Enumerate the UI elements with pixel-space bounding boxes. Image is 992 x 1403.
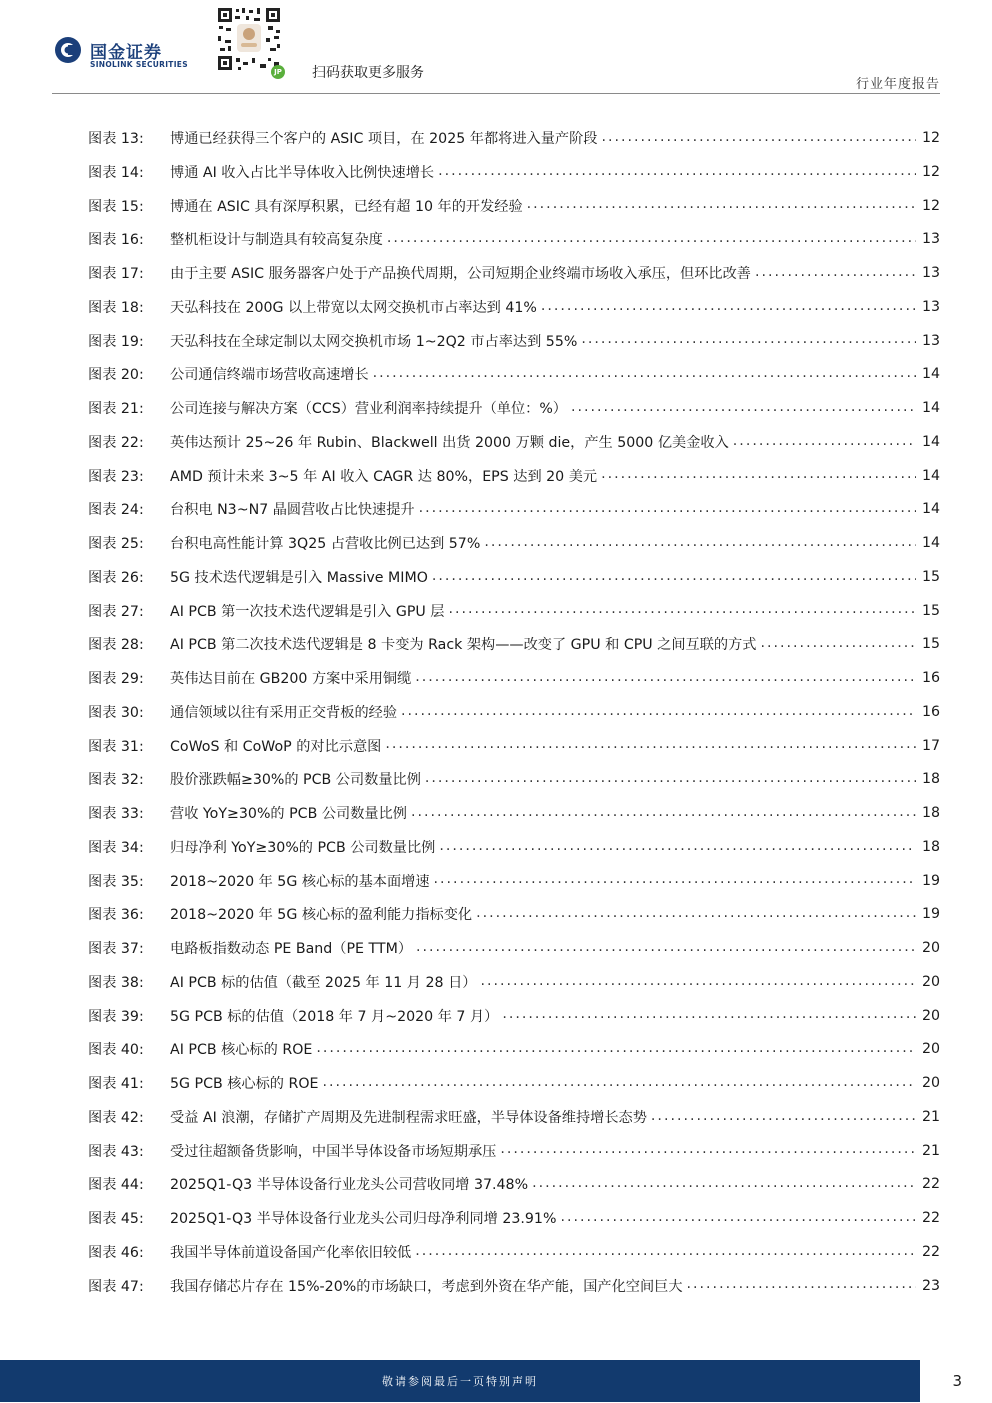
toc-figure-title: 台积电 N3~N7 晶圆营收占比快速提升 [170, 502, 415, 519]
toc-figure-label: 图表 40: [88, 1042, 144, 1059]
toc-entry[interactable] [88, 835, 940, 859]
toc-dot-leader [601, 468, 916, 482]
toc-dot-leader [316, 1042, 916, 1056]
page-number: 3 [952, 1372, 962, 1390]
toc-figure-title: 博通 AI 收入占比半导体收入比例快速增长 [170, 164, 435, 181]
toc-figure-label: 图表 18: [88, 299, 144, 316]
toc-figure-label: 图表 22: [88, 434, 144, 451]
toc-figure-label: 图表 38: [88, 974, 144, 991]
toc-figure-label: 图表 16: [88, 232, 144, 249]
toc-entry[interactable] [88, 869, 940, 893]
toc-figure-label: 图表 45: [88, 1211, 144, 1227]
toc-figure-title: 受过往超额备货影响，中国半导体设备市场短期承压 [170, 1143, 497, 1160]
toc-page-number: 20 [921, 1041, 940, 1058]
toc-figure-title: 通信领域以往有采用正交背板的经验 [170, 704, 398, 721]
toc-entry[interactable] [88, 227, 940, 251]
toc-figure-label: 图表 41: [88, 1076, 144, 1092]
footer-disclaimer: 敬请参阅最后一页特别声明 [382, 1375, 538, 1388]
toc-page-number: 20 [921, 1007, 940, 1024]
toc-page-number: 19 [921, 906, 940, 923]
toc-page-number: 19 [921, 872, 940, 889]
toc-dot-leader [761, 637, 917, 651]
toc-entry[interactable] [88, 531, 940, 555]
toc-page-number: 18 [921, 805, 940, 821]
toc-entry[interactable] [88, 700, 940, 724]
toc-entry[interactable] [88, 599, 940, 623]
toc-page-number: 22 [921, 1210, 940, 1226]
toc-figure-title: AI PCB 第一次技术迭代逻辑是引入 GPU 层 [170, 603, 445, 620]
toc-entry[interactable] [88, 1105, 940, 1129]
toc-page-number: 14 [921, 400, 940, 416]
sinolink-logo-icon [54, 36, 82, 64]
toc-page-number: 14 [921, 366, 940, 383]
toc-dot-leader [651, 1110, 916, 1124]
toc-entry[interactable] [88, 565, 940, 589]
toc-figure-label: 图表 27: [88, 603, 144, 620]
toc-page-number: 18 [921, 838, 940, 855]
toc-page-number: 13 [921, 231, 940, 248]
toc-dot-leader [434, 873, 916, 887]
toc-page-number: 22 [921, 1176, 940, 1193]
toc-entry[interactable] [88, 396, 940, 420]
toc-entry[interactable] [88, 734, 940, 758]
toc-figure-title: CoWoS 和 CoWoP 的对比示意图 [170, 738, 382, 755]
toc-dot-leader [439, 840, 916, 854]
toc-page-number: 12 [921, 130, 940, 146]
page-header [0, 0, 992, 96]
toc-page-number: 15 [921, 636, 940, 653]
toc-figure-label: 图表 25: [88, 536, 144, 552]
toc-figure-title: 由于主要 ASIC 服务器客户处于产品换代周期，公司短期企业终端市场收入承压，但环比改善 [170, 266, 751, 282]
toc-page-number: 13 [921, 298, 940, 315]
toc-dot-leader [480, 975, 916, 989]
toc-entry[interactable] [88, 632, 940, 656]
toc-page-number: 18 [921, 771, 940, 788]
toc-dot-leader [601, 131, 916, 145]
toc-dot-leader [560, 1211, 916, 1225]
toc-entry[interactable] [88, 1206, 940, 1230]
toc-page-number: 14 [921, 535, 940, 551]
qr-badge: JP [271, 65, 285, 79]
toc-entry[interactable] [88, 1071, 940, 1095]
toc-dot-leader [733, 435, 916, 449]
toc-dot-leader [449, 603, 917, 617]
toc-figure-label: 图表 34: [88, 839, 144, 856]
toc-figure-label: 图表 21: [88, 401, 144, 417]
toc-figure-title: AI PCB 核心标的 ROE [170, 1042, 313, 1059]
toc-page-number: 21 [921, 1108, 940, 1125]
toc-page-number: 23 [921, 1277, 940, 1294]
toc-figure-label: 图表 43: [88, 1143, 144, 1160]
toc-figure-label: 图表 47: [88, 1278, 144, 1295]
toc-page-number: 22 [921, 1243, 940, 1260]
toc-figure-label: 图表 15: [88, 198, 144, 215]
toc-figure-label: 图表 42: [88, 1109, 144, 1126]
toc-entry[interactable] [88, 1172, 940, 1196]
toc-figure-label: 图表 20: [88, 367, 144, 384]
toc-entry[interactable] [88, 970, 940, 994]
toc-page-number: 17 [921, 737, 940, 754]
toc-entry[interactable] [88, 464, 940, 488]
toc-dot-leader [411, 806, 916, 820]
toc-page-number: 13 [921, 332, 940, 349]
toc-figure-title: 整机柜设计与制造具有较高复杂度 [170, 232, 383, 249]
toc-figure-label: 图表 19: [88, 333, 144, 350]
toc-figure-label: 图表 28: [88, 637, 144, 654]
toc-figure-label: 图表 36: [88, 907, 144, 924]
toc-page-number: 12 [921, 163, 940, 180]
toc-figure-label: 图表 37: [88, 941, 144, 957]
toc-entry[interactable] [88, 430, 940, 454]
toc-dot-leader [415, 1245, 916, 1259]
toc-figure-title: 天弘科技在 200G 以上带宽以太网交换机市占率达到 41% [170, 299, 537, 316]
toc-entry[interactable] [88, 902, 940, 926]
toc-page-number: 15 [921, 568, 940, 585]
toc-dot-leader [387, 232, 916, 246]
toc-entry[interactable] [88, 936, 940, 960]
header-divider [52, 93, 940, 94]
toc-figure-title: 英伟达预计 25~26 年 Rubin、Blackwell 出货 2000 万颗 die，产生 5000 亿美金收入 [170, 434, 729, 451]
toc-figure-title: 受益 AI 浪潮，存储扩产周期及先进制程需求旺盛，半导体设备维持增长态势 [170, 1109, 647, 1126]
toc-page-number: 15 [921, 602, 940, 619]
toc-entry[interactable] [88, 1240, 940, 1264]
toc-figure-label: 图表 44: [88, 1177, 144, 1194]
toc-dot-leader [416, 941, 916, 955]
toc-entry[interactable] [88, 666, 940, 690]
logo-english-name: SINOLINK SECURITIES [90, 60, 188, 69]
toc-dot-leader [373, 367, 916, 381]
toc-entry[interactable] [88, 1037, 940, 1061]
toc-figure-label: 图表 17: [88, 266, 144, 282]
toc-figure-label: 图表 24: [88, 502, 144, 519]
toc-figure-title: 博通在 ASIC 具有深厚积累，已经有超 10 年的开发经验 [170, 198, 523, 215]
toc-dot-leader [438, 165, 916, 179]
toc-figure-title: 台积电高性能计算 3Q25 占营收比例已达到 57% [170, 536, 481, 552]
toc-figure-title: 归母净利 YoY≥30%的 PCB 公司数量比例 [170, 839, 436, 856]
toc-dot-leader [541, 300, 916, 314]
toc-figure-title: 2018~2020 年 5G 核心标的盈利能力指标变化 [170, 907, 473, 924]
toc-entry[interactable] [88, 1274, 940, 1298]
toc-page-number: 16 [921, 703, 940, 720]
toc-dot-leader [425, 772, 916, 786]
toc-entry[interactable] [88, 295, 940, 319]
toc-dot-leader [500, 1143, 916, 1157]
toc-figure-label: 图表 23: [88, 468, 144, 485]
toc-dot-leader [755, 266, 916, 280]
qr-code-icon[interactable] [216, 6, 282, 72]
toc-entry[interactable] [88, 329, 940, 353]
toc-entry[interactable] [88, 1004, 940, 1028]
toc-page-number: 14 [921, 433, 940, 450]
toc-entry[interactable] [88, 1139, 940, 1163]
toc-entry[interactable] [88, 261, 940, 285]
toc-dot-leader [571, 401, 916, 415]
toc-entry[interactable] [88, 362, 940, 386]
toc-figure-title: AMD 预计未来 3~5 年 AI 收入 CAGR 达 80%，EPS 达到 20 美元 [170, 468, 598, 485]
toc-dot-leader [322, 1076, 916, 1090]
toc-figure-label: 图表 33: [88, 806, 144, 822]
toc-page-number: 21 [921, 1142, 940, 1159]
toc-dot-leader [415, 671, 916, 685]
toc-page-number: 13 [921, 265, 940, 281]
toc-figure-label: 图表 30: [88, 704, 144, 721]
toc-figure-label: 图表 29: [88, 671, 144, 687]
toc-page-number: 16 [921, 670, 940, 686]
toc-figure-title: 营收 YoY≥30%的 PCB 公司数量比例 [170, 806, 407, 822]
toc-page-number: 12 [921, 197, 940, 214]
toc-page-number: 20 [921, 1075, 940, 1091]
toc-figure-title: 2025Q1-Q3 半导体设备行业龙头公司归母净利同增 23.91% [170, 1211, 557, 1227]
toc-figure-title: 公司通信终端市场营收高速增长 [170, 367, 369, 384]
toc-entry[interactable] [88, 160, 940, 184]
toc-page-number: 14 [921, 467, 940, 484]
toc-entry[interactable] [88, 194, 940, 218]
toc-dot-leader [484, 536, 916, 550]
toc-figure-label: 图表 13: [88, 131, 144, 147]
toc-figure-title: 5G PCB 核心标的 ROE [170, 1076, 319, 1092]
toc-figure-title: AI PCB 标的估值（截至 2025 年 11 月 28 日） [170, 974, 477, 991]
toc-figure-title: 5G 技术迭代逻辑是引入 Massive MIMO [170, 569, 428, 586]
toc-dot-leader [432, 570, 916, 584]
document-type-label: 行业年度报告 [855, 77, 940, 92]
toc-figure-label: 图表 26: [88, 569, 144, 586]
toc-dot-leader [502, 1008, 916, 1022]
toc-figure-title: 我国半导体前道设备国产化率依旧较低 [170, 1244, 412, 1261]
toc-dot-leader [476, 907, 916, 921]
toc-entry[interactable] [88, 497, 940, 521]
toc-figure-label: 图表 32: [88, 772, 144, 789]
toc-figure-title: 天弘科技在全球定制以太网交换机市场 1~2Q2 市占率达到 55% [170, 333, 578, 350]
toc-figure-title: 股价涨跌幅≥30%的 PCB 公司数量比例 [170, 772, 421, 789]
toc-figure-title: 英伟达目前在 GB200 方案中采用铜缆 [170, 671, 412, 687]
toc-entry[interactable] [88, 801, 940, 825]
logo-chinese-name: 国金证券 [90, 43, 162, 63]
toc-dot-leader [401, 705, 916, 719]
toc-figure-title: 5G PCB 标的估值（2018 年 7 月~2020 年 7 月） [170, 1008, 499, 1025]
toc-dot-leader [581, 333, 916, 347]
toc-dot-leader [687, 1278, 916, 1292]
toc-figure-title: 公司连接与解决方案（CCS）营业利润率持续提升（单位：%） [170, 401, 567, 417]
toc-entry[interactable] [88, 126, 940, 150]
toc-dot-leader [419, 502, 916, 516]
toc-figure-title: 我国存储芯片存在 15%-20%的市场缺口，考虑到外资在华产能，国产化空间巨大 [170, 1278, 683, 1295]
toc-page-number: 20 [921, 973, 940, 990]
qr-caption: 扫码获取更多服务 [312, 65, 424, 81]
toc-page-number: 20 [921, 940, 940, 956]
toc-figure-label: 图表 35: [88, 873, 144, 890]
toc-dot-leader [385, 738, 916, 752]
toc-page-number: 14 [921, 501, 940, 518]
toc-figure-label: 图表 46: [88, 1244, 144, 1261]
toc-figure-title: 2025Q1-Q3 半导体设备行业龙头公司营收同增 37.48% [170, 1177, 529, 1194]
toc-figure-label: 图表 39: [88, 1008, 144, 1025]
toc-figure-title: 电路板指数动态 PE Band（PE TTM） [170, 941, 413, 957]
toc-dot-leader [532, 1177, 916, 1191]
toc-figure-title: 博通已经获得三个客户的 ASIC 项目，在 2025 年都将进入量产阶段 [170, 131, 598, 147]
toc-figure-label: 图表 31: [88, 738, 144, 755]
toc-figure-label: 图表 14: [88, 164, 144, 181]
toc-figure-title: 2018~2020 年 5G 核心标的基本面增速 [170, 873, 430, 890]
toc-figure-title: AI PCB 第二次技术迭代逻辑是 8 卡变为 Rack 架构——改变了 GPU 和 CPU 之间互联的方式 [170, 637, 757, 654]
toc-dot-leader [527, 198, 916, 212]
toc-entry[interactable] [88, 767, 940, 791]
